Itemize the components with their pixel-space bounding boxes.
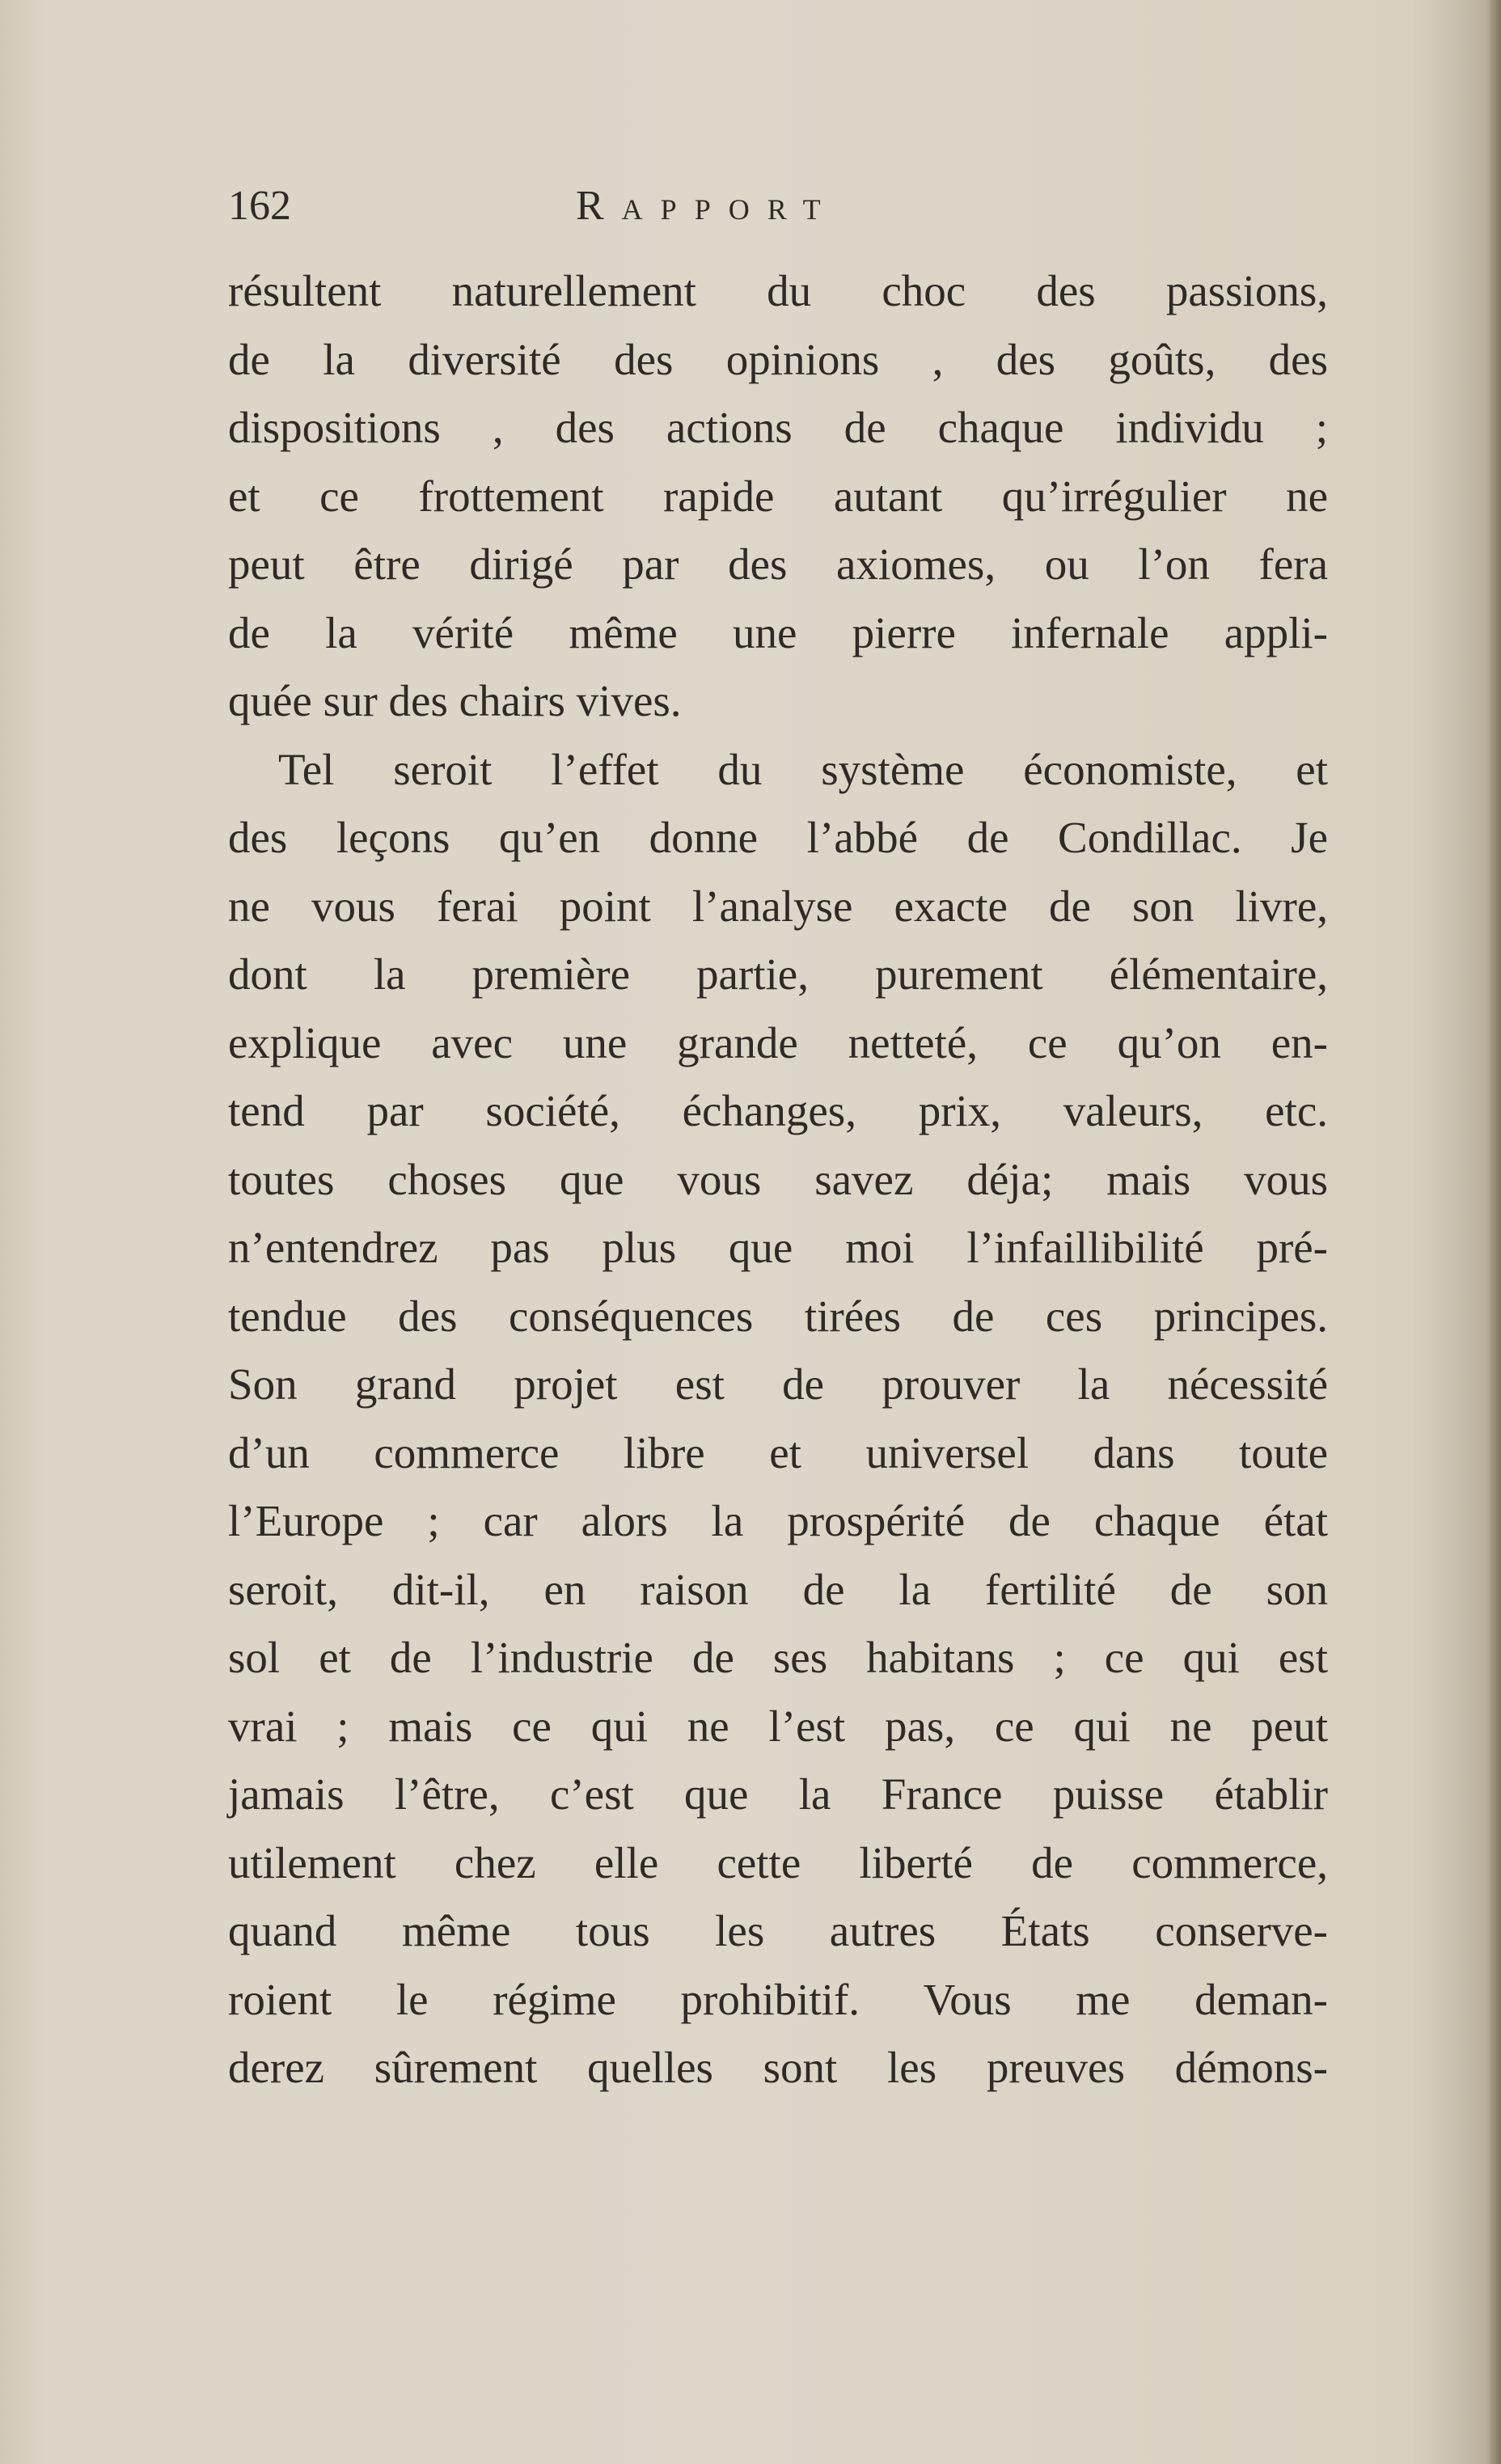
text-line: quée sur des chairs vives. — [228, 676, 682, 725]
text-line: vrai ; mais ce qui ne l’est pas, ce qui ne peut — [228, 1701, 1328, 1751]
text-line: utilement chez elle cette liberté de commerce, — [228, 1837, 1328, 1887]
text-line: peut être dirigé par des axiomes, ou l’on fera — [228, 539, 1328, 589]
text-line: résultent naturellement du choc des passions, — [228, 266, 1328, 315]
text-line: des leçons qu’en donne l’abbé de Condillac. Je — [228, 813, 1328, 862]
text-line: d’un commerce libre et universel dans toute — [228, 1427, 1328, 1477]
text-line: ne vous ferai point l’analyse exacte de son livre, — [228, 881, 1328, 931]
text-line: Son grand projet est de prouver la nécessité — [228, 1359, 1328, 1409]
text-line: tend par société, échanges, prix, valeurs, etc. — [228, 1086, 1328, 1135]
text-line: explique avec une grande netteté, ce qu’on en- — [228, 1017, 1328, 1067]
text-line: et ce frottement rapide autant qu’irrégulier ne — [228, 471, 1328, 521]
text-line: tendue des conséquences tirées de ces principes. — [228, 1291, 1328, 1341]
text-line: n’entendrez pas plus que moi l’infaillibilité pré- — [228, 1223, 1328, 1272]
text-line: de la vérité même une pierre infernale appli- — [228, 607, 1328, 657]
text-line: roient le régime prohibitif. Vous me deman- — [228, 1974, 1328, 2024]
text-line: dont la première partie, purement élémentaire, — [228, 949, 1328, 999]
text-line: derez sûrement quelles sont les preuves démons- — [228, 2043, 1328, 2092]
text-line: jamais l’être, c’est que la France puisse établir — [228, 1769, 1328, 1819]
text-line: dispositions , des actions de chaque individu ; — [228, 403, 1328, 452]
page-edge — [1490, 0, 1501, 2464]
text-line: seroit, dit-il, en raison de la fertilité de son — [228, 1564, 1328, 1614]
text-line: sol et de l’industrie de ses habitans ; ce qui est — [228, 1633, 1328, 1682]
text-line: Tel seroit l’effet du système économiste, et — [278, 744, 1328, 794]
page-number: 162 — [228, 183, 291, 229]
body-text — [228, 257, 1328, 2103]
text-line: l’Europe ; car alors la prospérité de chaque état — [228, 1496, 1328, 1545]
text-line: quand même tous les autres États conserve- — [228, 1906, 1328, 1955]
text-line: toutes choses que vous savez déja; mais vous — [228, 1154, 1328, 1204]
text-line: de la diversité des opinions , des goûts, des — [228, 334, 1328, 384]
running-title: Rapport — [576, 183, 839, 229]
page-header — [228, 182, 1328, 247]
